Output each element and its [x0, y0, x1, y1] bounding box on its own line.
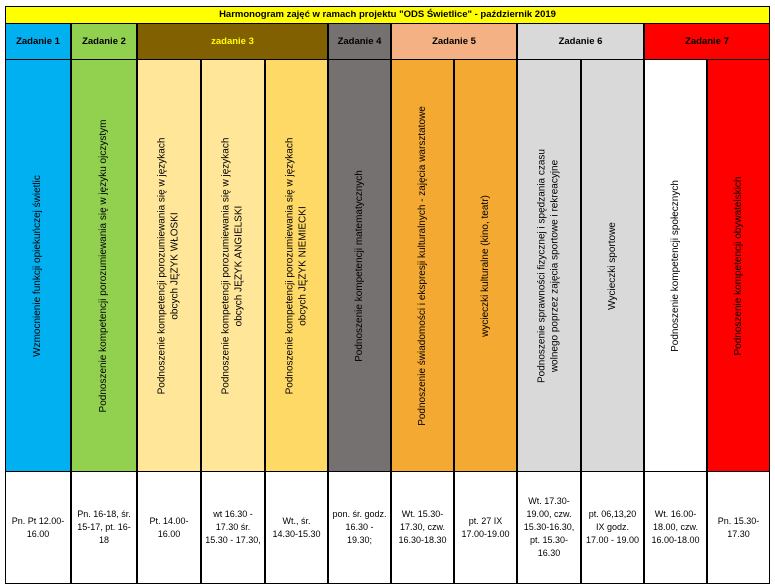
header-zadanie-2: Zadanie 2: [71, 24, 137, 60]
activity-label: Podnoszenie kompetencji porozumiewania się w języku ojczystym: [97, 119, 109, 412]
activity-row: [5, 60, 770, 472]
activity-label: Podnoszenie kompetencji matematycznych: [353, 169, 365, 362]
activity-label: Podnoszenie kompetencji porozumiewania się w językach obcych JĘZYK WŁOSKI: [156, 137, 180, 394]
header-zadanie-6: Zadanie 6: [517, 24, 644, 60]
time-cell: pt. 06,13,20 IX godz. 17.00 - 19.00: [581, 472, 644, 584]
activity-cell: [581, 60, 644, 472]
activity-cell: [328, 60, 391, 472]
activity-cell: [137, 60, 201, 472]
activity-label: Podnoszenie kompetencji obywatelskich: [732, 176, 744, 355]
activity-cell: [391, 60, 454, 472]
schedule-table: [5, 6, 770, 584]
activity-label: Podnoszenie sprawności fizycznej i spędzania czasu wolnego poprzez zajęcia sportowe i rekreacyjne: [536, 148, 560, 383]
activity-label: wycieczki kulturalne (kino, teatr): [479, 194, 491, 337]
header-zadanie-5: Zadanie 5: [391, 24, 517, 60]
task-header-row: [5, 24, 770, 60]
activity-label: Podnoszenie świadomości i ekspresji kulturalnych - zajęcia warsztatowe: [416, 105, 428, 426]
activity-cell: [454, 60, 517, 472]
activity-cell: [644, 60, 707, 472]
time-cell: Wt. 15.30-17.30, czw. 16.30-18.30: [391, 472, 454, 584]
header-zadanie-4: Zadanie 4: [328, 24, 391, 60]
time-cell: Wt. 17.30-19.00, czw. 15.30-16.30, pt. 15.30-16.30: [517, 472, 581, 584]
header-zadanie-1: Zadanie 1: [5, 24, 71, 60]
time-cell: Wt., śr. 14.30-15.30: [265, 472, 328, 584]
time-cell: Pt. 14.00-16.00: [137, 472, 201, 584]
schedule-time-row: [5, 472, 770, 584]
activity-cell: [265, 60, 328, 472]
time-cell: Wt. 16.00-18.00, czw. 16.00-18.00: [644, 472, 707, 584]
time-cell: wt 16.30 - 17.30 śr. 15.30 - 17.30,: [201, 472, 265, 584]
activity-cell: [517, 60, 581, 472]
schedule-title: Harmonogram zajęć w ramach projektu "ODS Świetlice" - październik 2019: [5, 6, 770, 24]
activity-cell: [201, 60, 265, 472]
activity-label: Podnoszenie kompetencji społecznych: [669, 179, 681, 352]
header-zadanie-3: zadanie 3: [137, 24, 328, 60]
activity-label: Podnoszenie kompetencji porozumiewania się w językach obcych JĘZYK ANGIELSKI: [220, 137, 244, 394]
time-cell: Pn. 15.30-17.30: [707, 472, 770, 584]
time-cell: Pn. Pt 12.00-16.00: [5, 472, 71, 584]
activity-label: Wzmocnienie funkcji opiekuńczej świetlic: [31, 174, 43, 357]
time-cell: pt. 27 IX 17.00-19.00: [454, 472, 517, 584]
activity-label: Podnoszenie kompetencji porozumiewania się w językach obcych JĘZYK NIEMIECKI: [284, 137, 308, 394]
activity-cell: [5, 60, 71, 472]
header-zadanie-7: Zadanie 7: [644, 24, 770, 60]
activity-cell: [71, 60, 137, 472]
activity-cell: [707, 60, 770, 472]
activity-label: Wycieczki sportowe: [606, 221, 618, 310]
time-cell: pon. śr. godz. 16.30 - 19.30;: [328, 472, 391, 584]
time-cell: Pn. 16-18, śr. 15-17, pt. 16-18: [71, 472, 137, 584]
